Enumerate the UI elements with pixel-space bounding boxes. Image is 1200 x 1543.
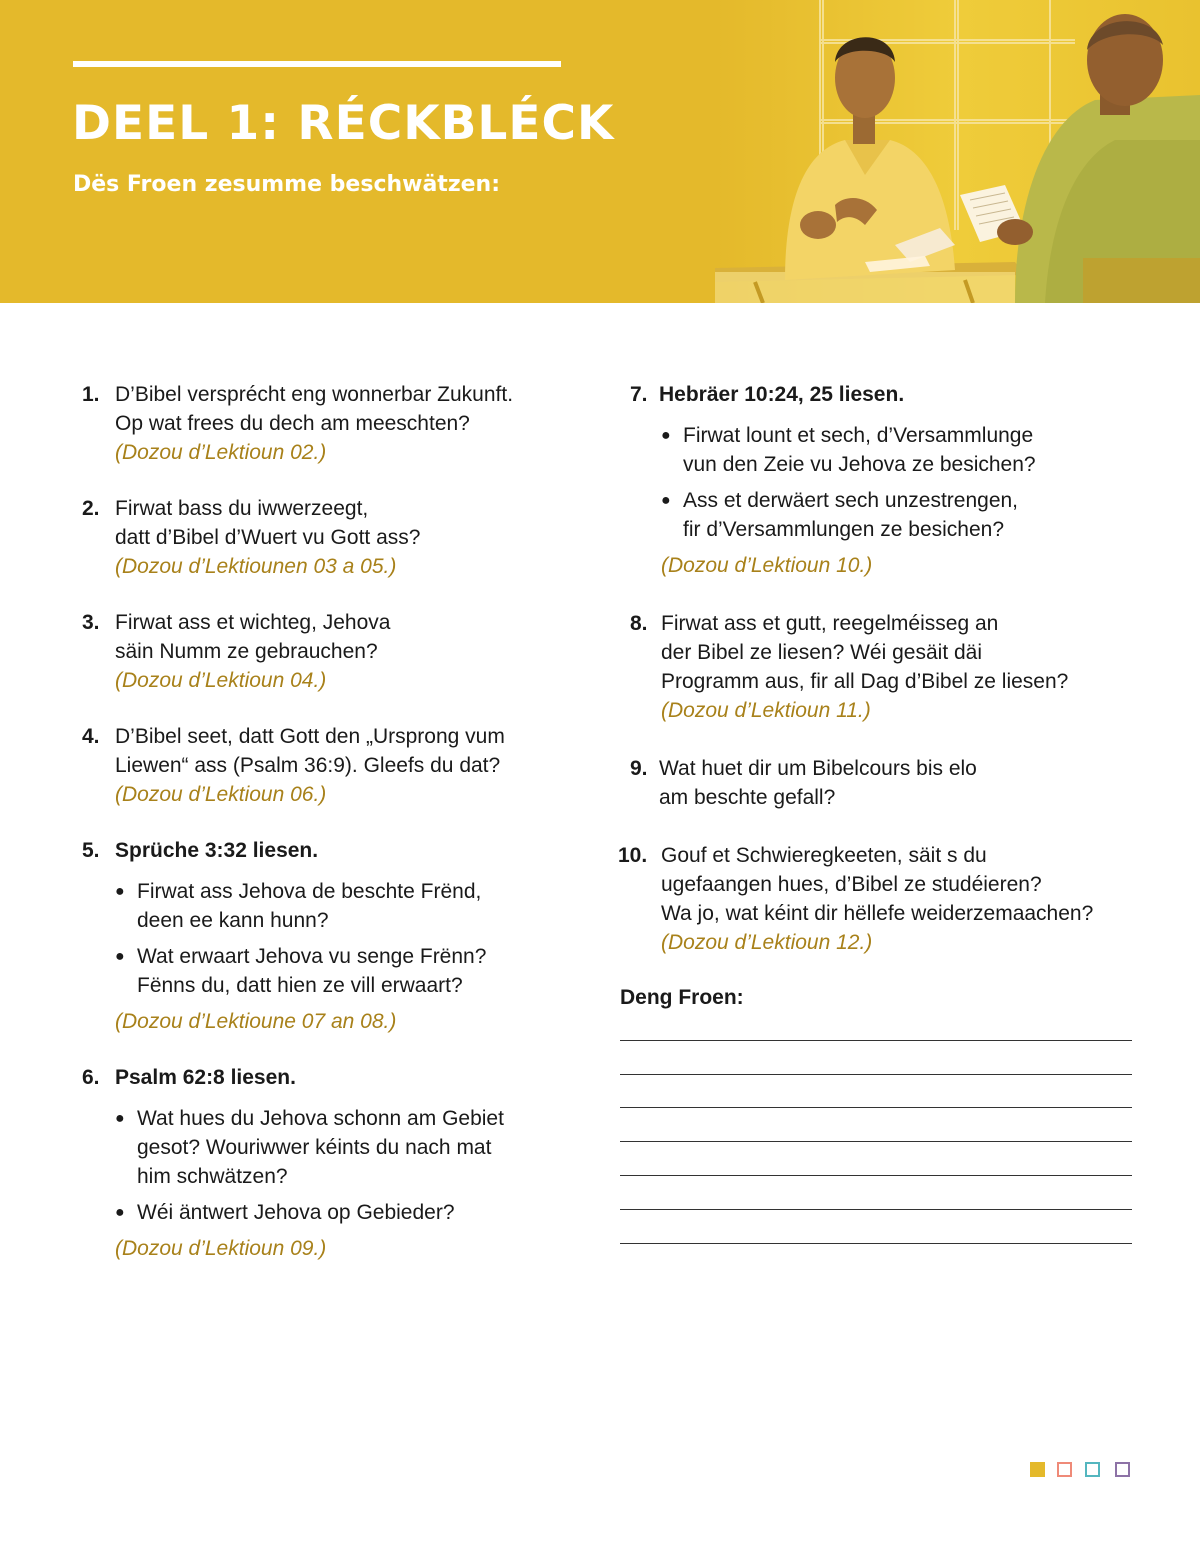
- question-text: Firwat ass et wichteg, Jehova säin Numm ze gebrauchen?: [115, 611, 391, 663]
- writing-line[interactable]: [620, 1074, 1132, 1075]
- question-2: [82, 494, 572, 581]
- bullet-list: [661, 421, 1148, 544]
- scripture-reading: Hebräer 10:24, 25 liesen.: [659, 383, 905, 406]
- bullet-item: ● Wéi äntwert Jehova op Gebieder?: [115, 1198, 572, 1227]
- lesson-reference: (Dozou d’Lektioun 04.): [115, 669, 327, 692]
- question-4: [82, 722, 572, 809]
- writing-line[interactable]: [620, 1209, 1132, 1210]
- question-9: [618, 754, 1148, 812]
- bullet-item: ● Wat hues du Jehova schonn am Gebiet gesot? Wouriwwer kéints du nach mat him schwätzen?: [115, 1104, 572, 1191]
- question-number: 10.: [618, 844, 648, 867]
- question-3: [82, 608, 572, 695]
- writing-line[interactable]: [620, 1107, 1132, 1108]
- bullet-item: ● Firwat ass Jehova de beschte Frënd, deen ee kann hunn?: [115, 877, 572, 935]
- bullet-item: ● Wat erwaart Jehova vu senge Frënn? Fënns du, datt hien ze vill erwaart?: [115, 942, 572, 1000]
- writing-line[interactable]: [620, 1141, 1132, 1142]
- lesson-reference: (Dozou d’Lektioune 07 an 08.): [115, 1010, 397, 1033]
- question-number: 8.: [630, 612, 648, 635]
- question-text: Firwat ass et gutt, reegelméisseg an der Bibel ze liesen? Wéi gesäit däi Programm aus, fir all Dag d’Bibel ze liesen?: [661, 612, 1069, 693]
- outline-square-icon: [1057, 1462, 1072, 1477]
- lesson-reference: (Dozou d’Lektioun 11.): [661, 699, 871, 722]
- scripture-reading: Sprüche 3:32 liesen.: [115, 839, 319, 862]
- question-text: Wat huet dir um Bibelcours bis elo am beschte gefall?: [659, 757, 977, 809]
- question-number: 1.: [82, 383, 100, 406]
- writing-line[interactable]: [620, 1243, 1132, 1244]
- page-subtitle: Dës Froen zesumme beschwätzen:: [73, 172, 501, 197]
- question-5: [82, 836, 572, 1036]
- header-rule: [73, 61, 561, 67]
- bullet-item: ● Firwat lount et sech, d’Versammlunge vun den Zeie vu Jehova ze besichen?: [661, 421, 1148, 479]
- page-title: DEEL 1: RÉCKBLÉCK: [72, 96, 615, 151]
- header-banner: [0, 0, 1200, 303]
- question-10: [618, 841, 1148, 957]
- question-number: 4.: [82, 725, 100, 748]
- question-text: D’Bibel versprécht eng wonnerbar Zukunft. Op wat frees du dech am meeschten?: [115, 383, 514, 435]
- bible-study-illustration: [715, 0, 1200, 303]
- your-questions-label: Deng Froen:: [620, 986, 744, 1009]
- lesson-reference: (Dozou d’Lektioun 06.): [115, 783, 327, 806]
- lesson-reference: (Dozou d’Lektiounen 03 a 05.): [115, 555, 397, 578]
- lesson-reference: (Dozou d’Lektioun 02.): [115, 441, 327, 464]
- lesson-reference: (Dozou d’Lektioun 10.): [661, 554, 873, 577]
- filled-square-icon: [1030, 1462, 1045, 1477]
- question-number: 5.: [82, 839, 100, 862]
- question-text: Gouf et Schwieregkeeten, säit s du ugefaangen hues, d’Bibel ze studéieren? Wa jo, wat kéint dir hëllefe weiderzemaachen?: [661, 844, 1094, 925]
- question-8: [618, 609, 1148, 725]
- question-number: 2.: [82, 497, 100, 520]
- question-7: [618, 380, 1148, 580]
- question-number: 9.: [630, 757, 648, 780]
- lesson-reference: (Dozou d’Lektioun 12.): [661, 931, 873, 954]
- question-number: 7.: [630, 383, 648, 406]
- bullet-item: ● Ass et derwäert sech unzestrengen, fir d’Versammlungen ze besichen?: [661, 486, 1148, 544]
- question-text: Firwat bass du iwwerzeegt, datt d’Bibel d’Wuert vu Gott ass?: [115, 497, 421, 549]
- writing-line[interactable]: [620, 1040, 1132, 1041]
- lesson-reference: (Dozou d’Lektioun 09.): [115, 1237, 327, 1260]
- questions-left-column: [82, 380, 572, 1263]
- outline-square-icon: [1115, 1462, 1130, 1477]
- question-6: [82, 1063, 572, 1263]
- scripture-reading: Psalm 62:8 liesen.: [115, 1066, 296, 1089]
- questions-right-column: [618, 380, 1148, 957]
- question-text: D’Bibel seet, datt Gott den „Ursprong vum Liewen“ ass (Psalm 36:9). Gleefs du dat?: [115, 725, 505, 777]
- question-number: 6.: [82, 1066, 100, 1089]
- question-1: [82, 380, 572, 467]
- question-number: 3.: [82, 611, 100, 634]
- bullet-list: [115, 877, 572, 1000]
- outline-square-icon: [1085, 1462, 1100, 1477]
- bullet-list: [115, 1104, 572, 1227]
- writing-line[interactable]: [620, 1175, 1132, 1176]
